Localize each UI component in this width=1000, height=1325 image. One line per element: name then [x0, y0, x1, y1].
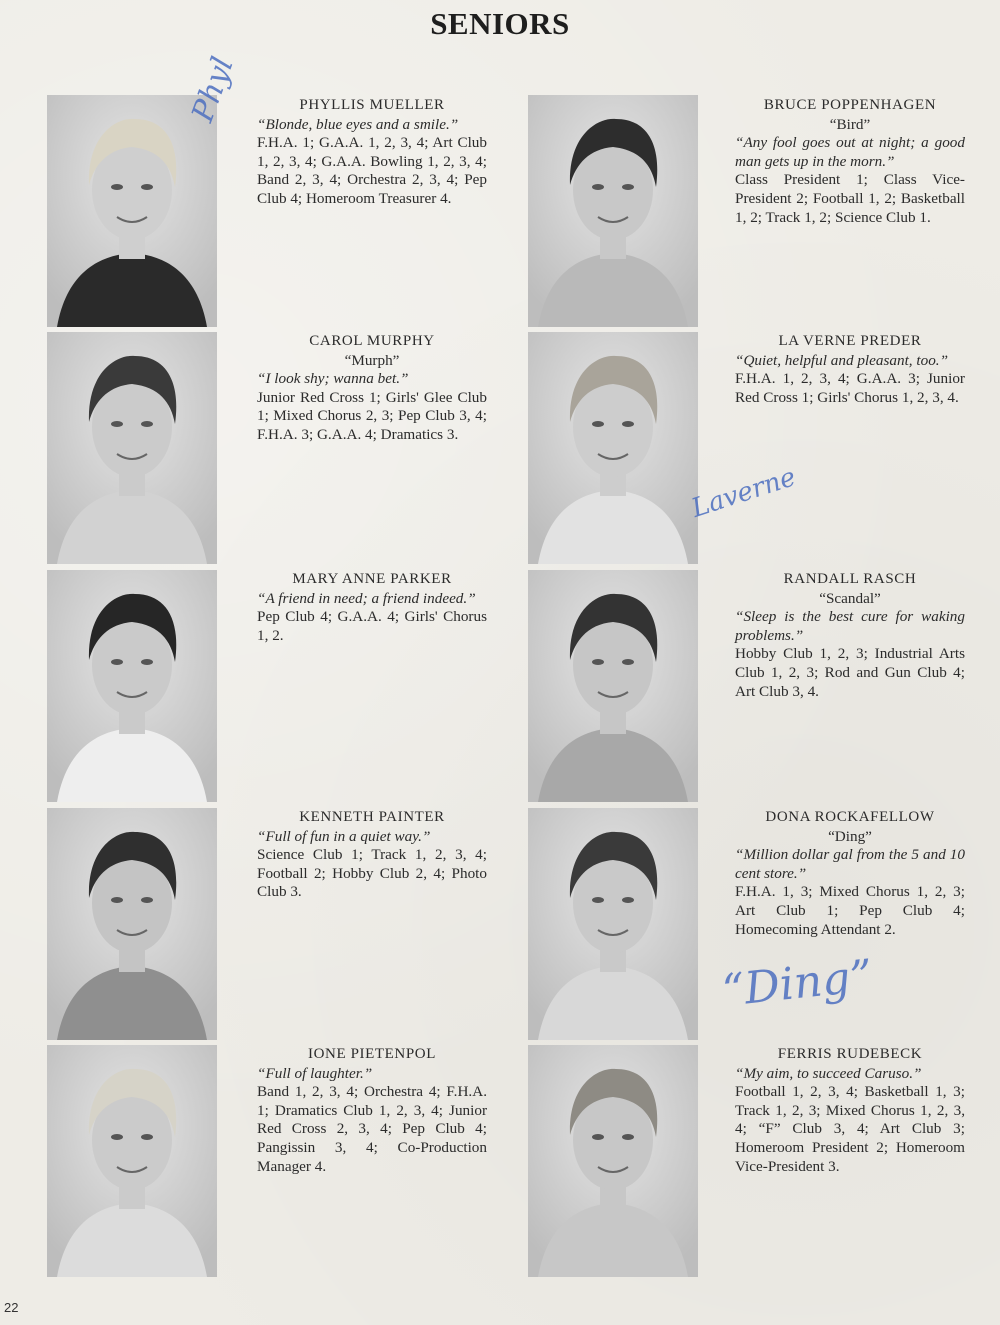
senior-name: IONE PIETENPOL [308, 1046, 436, 1062]
portrait-photo [47, 570, 217, 802]
senior-name: CAROL MURPHY [309, 333, 435, 349]
portrait-photo [528, 332, 698, 564]
portrait-photo [528, 1045, 698, 1277]
signature-ding: “Ding” [719, 950, 876, 1017]
portrait-photo [47, 95, 217, 327]
senior-name: MARY ANNE PARKER [292, 571, 452, 587]
senior-activities: Junior Red Cross 1; Girls' Glee Club 1; Mixed Chorus 2, 3; Pep Club 3, 4; F.H.A. 3; G.A.A. 4; Dramatics 3. [257, 388, 487, 443]
senior-activities: F.H.A. 1; G.A.A. 1, 2, 3, 4; Art Club 1, 2, 3, 4; G.A.A. Bowling 1, 2, 3, 4; Band 2, 3, 4; Orchestra 2, 3, 4; Pep Club 4; Homeroom Treasurer 4. [257, 134, 487, 207]
portrait-photo [47, 808, 217, 1040]
senior-nickname: “Ding” [828, 827, 872, 845]
portrait-photo [47, 1045, 217, 1277]
signature-laverne: Laverne [687, 462, 800, 524]
senior-quote: “Any fool goes out at night; a good man gets up in the morn.” [735, 134, 965, 170]
senior-nickname: “Bird” [829, 115, 871, 133]
senior-activities: Band 1, 2, 3, 4; Orchestra 4; F.H.A. 1; Dramatics Club 1, 2, 3, 4; Junior Red Cross 2, 3, 4; Pep Club 4; Pangissin 3, 4; Co-Production Manager 4. [257, 1083, 487, 1175]
senior-quote: “Blonde, blue eyes and a smile.” [257, 115, 459, 133]
page-title: SENIORS [430, 6, 570, 41]
senior-nickname: “Scandal” [819, 589, 881, 607]
senior-activities: F.H.A. 1, 3; Mixed Chorus 1, 2, 3; Art Club 1; Pep Club 4; Homecoming Attendant 2. [735, 883, 965, 938]
senior-quote: “Sleep is the best cure for waking problems.” [735, 608, 965, 644]
senior-quote: “A friend in need; a friend indeed.” [257, 589, 476, 607]
senior-nickname: “Murph” [344, 351, 400, 369]
senior-activities: Hobby Club 1, 2, 3; Industrial Arts Club 1, 2, 3; Rod and Gun Club 4; Art Club 3, 4. [735, 645, 965, 700]
senior-activities: F.H.A. 1, 2, 3, 4; G.A.A. 3; Junior Red Cross 1; Girls' Chorus 1, 2, 3, 4. [735, 370, 965, 406]
senior-name: BRUCE POPPENHAGEN [763, 97, 937, 113]
senior-name: LA VERNE PREDER [778, 333, 922, 349]
senior-quote: “Full of laughter.” [257, 1064, 373, 1082]
signature-phyl: Phyl [185, 52, 241, 127]
senior-name: KENNETH PAINTER [299, 809, 445, 825]
senior-entry-text [735, 1045, 965, 1176]
page-number: 22 [4, 1300, 19, 1315]
senior-entry-text [257, 96, 487, 209]
senior-entry-text [257, 332, 487, 445]
portrait-photo [528, 570, 698, 802]
senior-name: DONA ROCKAFELLOW [765, 809, 935, 825]
senior-activities: Pep Club 4; G.A.A. 4; Girls' Chorus 1, 2. [257, 608, 487, 644]
senior-entry-text [257, 808, 487, 902]
senior-activities: Football 1, 2, 3, 4; Basketball 1, 3; Track 1, 2, 3; Mixed Chorus 1, 2, 3, 4; “F” Club 3, 4; Art Club 3; Homeroom President 2; Homeroom Vice-President 3. [735, 1083, 965, 1175]
senior-entry-text [735, 332, 965, 407]
senior-entry-text [257, 1045, 487, 1176]
portrait-photo [528, 808, 698, 1040]
senior-quote: “I look shy; wanna bet.” [257, 370, 409, 388]
portrait-photo [528, 95, 698, 327]
senior-quote: “Million dollar gal from the 5 and 10 cent store.” [735, 846, 965, 882]
senior-quote: “My aim, to succeed Caruso.” [735, 1064, 922, 1082]
senior-entry-text [735, 808, 965, 939]
senior-quote: “Full of fun in a quiet way.” [257, 827, 431, 845]
senior-quote: “Quiet, helpful and pleasant, too.” [735, 351, 949, 369]
senior-entry-text [735, 96, 965, 227]
senior-name: RANDALL RASCH [783, 571, 917, 587]
senior-name: PHYLLIS MUELLER [299, 97, 445, 113]
portrait-photo [47, 332, 217, 564]
senior-activities: Science Club 1; Track 1, 2, 3, 4; Football 2; Hobby Club 2, 4; Photo Club 3. [257, 846, 487, 901]
senior-entry-text [735, 570, 965, 701]
senior-name: FERRIS RUDEBECK [777, 1046, 923, 1062]
senior-activities: Class President 1; Class Vice-President 2; Football 1, 2; Basketball 1, 2; Track 1, 2; Science Club 1. [735, 171, 965, 226]
senior-entry-text [257, 570, 487, 645]
